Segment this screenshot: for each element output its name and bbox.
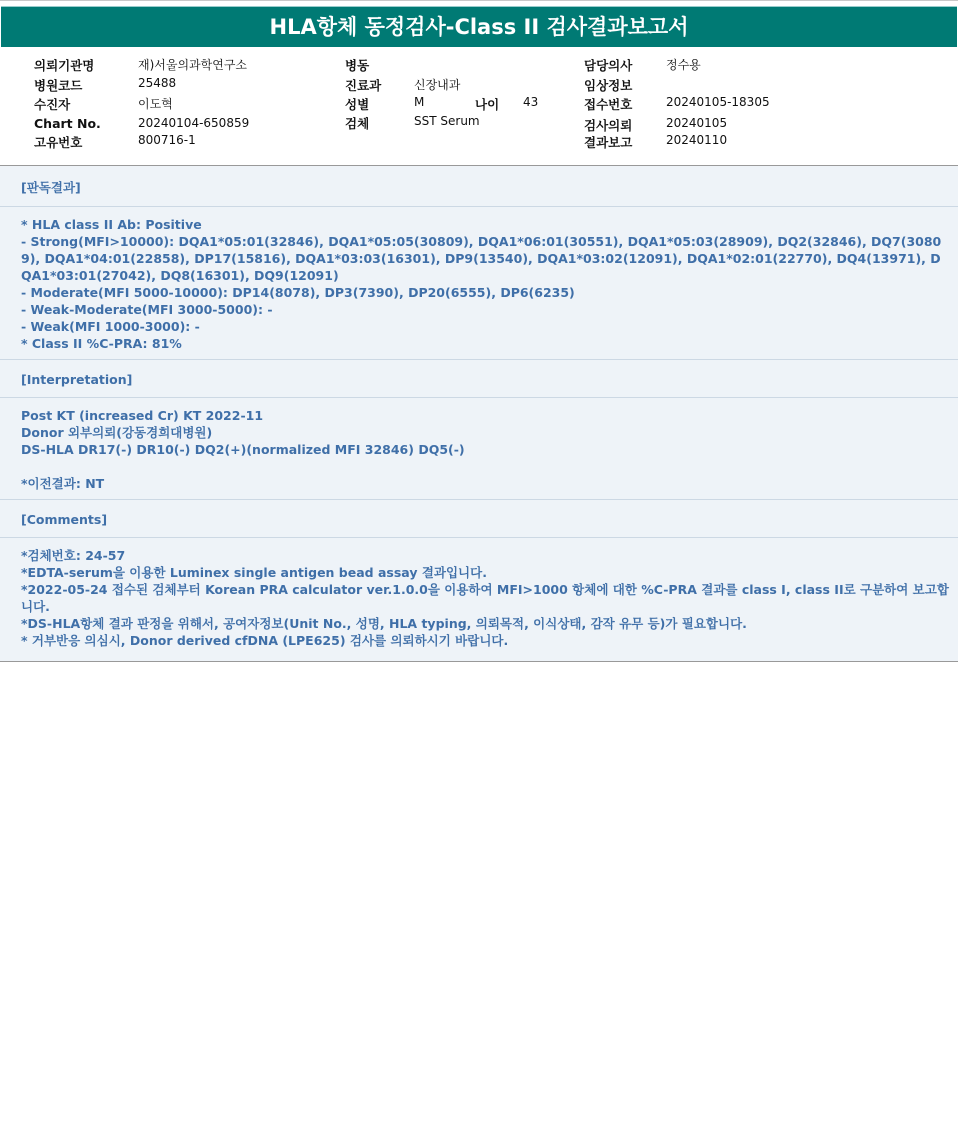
receipt-no-label: 접수번호 bbox=[584, 97, 633, 112]
sex-label: 성별 bbox=[345, 97, 370, 112]
age-label: 나이 bbox=[475, 97, 500, 112]
institution-label: 의뢰기관명 bbox=[34, 58, 95, 73]
result-date-label: 결과보고 bbox=[584, 135, 633, 150]
age-value: 43 bbox=[523, 95, 539, 109]
unique-no-label: 고유번호 bbox=[34, 135, 83, 150]
doctor-label: 담당의사 bbox=[584, 58, 633, 73]
doctor-value: 정수용 bbox=[666, 58, 701, 72]
reading-line: - Weak(MFI 1000-3000): - bbox=[21, 319, 200, 334]
request-date-label: 검사의뢰 bbox=[584, 118, 633, 133]
interpretation-line: Post KT (increased Cr) KT 2022-11 bbox=[21, 408, 264, 423]
reading-line: * Class II %C-PRA: 81% bbox=[21, 336, 182, 351]
patient-info-panel bbox=[0, 47, 958, 166]
reading-line: - Moderate(MFI 5000-10000): DP14(8078), DP3(7390), DP20(6555), DP6(6235) bbox=[21, 285, 575, 300]
sex-value: M bbox=[414, 95, 425, 109]
reading-line: - Strong(MFI>10000): DQA1*05:01(32846), DQA1*05:05(30809), DQA1*06:01(30551), DQA1*05:03(28909), DQ2(32846), DQ7(30809), DQA1*04:01(22858), DP17(15816), DQA1*03:03(16301), DP9(13540), DQA1*03:02(12091), DQA1*02:01(22770), DQ4(13971), DQA1*03:01(27042), DQ8(16301), DQ9(12091) bbox=[21, 234, 942, 283]
interpretation-section-body bbox=[0, 398, 958, 500]
comment-line: * 거부반응 의심시, Donor derived cfDNA (LPE625) 검사를 의뢰하시기 바랍니다. bbox=[21, 633, 509, 648]
department-value: 신장내과 bbox=[414, 78, 461, 92]
patient-value: 이도혁 bbox=[138, 97, 173, 111]
result-date-value: 20240110 bbox=[666, 133, 728, 147]
unique-no-value: 800716-1 bbox=[138, 133, 196, 147]
institution-value: 재)서울의과학연구소 bbox=[138, 58, 248, 72]
chart-no-value: 20240104-650859 bbox=[138, 116, 250, 130]
chart-no-label: Chart No. bbox=[34, 116, 101, 131]
reading-section-title: [판독결과] bbox=[0, 166, 958, 207]
interpretation-line: Donor 외부의뢰(강동경희대병원) bbox=[21, 425, 213, 440]
hospital-code-value: 25488 bbox=[138, 76, 177, 90]
comment-line: *EDTA-serum을 이용한 Luminex single antigen bead assay 결과입니다. bbox=[21, 565, 487, 580]
ward-label: 병동 bbox=[345, 58, 370, 73]
comment-line: *검체번호: 24-57 bbox=[21, 548, 126, 563]
comment-line: *DS-HLA항체 결과 판정을 위해서, 공여자정보(Unit No., 성명, HLA typing, 의뢰목적, 이식상태, 감작 유무 등)가 필요합니다. bbox=[21, 616, 747, 631]
interpretation-line: *이전결과: NT bbox=[21, 476, 105, 491]
report-body bbox=[0, 166, 958, 662]
reading-line: * HLA class II Ab: Positive bbox=[21, 217, 202, 232]
comments-section-body bbox=[0, 538, 958, 661]
specimen-label: 검체 bbox=[345, 116, 370, 131]
reading-section-body bbox=[0, 207, 958, 360]
comments-section-title: [Comments] bbox=[0, 500, 958, 538]
specimen-value: SST Serum bbox=[414, 114, 480, 128]
department-label: 진료과 bbox=[345, 78, 382, 93]
report-title: HLA항체 동정검사-Class II 검사결과보고서 bbox=[1, 6, 957, 47]
interpretation-line bbox=[21, 458, 950, 475]
comment-line: *2022-05-24 접수된 검체부터 Korean PRA calculator ver.1.0.0을 이용하여 MFI>1000 항체에 대한 %C-PRA 결과를 class I, class II로 구분하여 보고합니다. bbox=[21, 582, 949, 614]
clinical-info-label: 임상정보 bbox=[584, 78, 633, 93]
interpretation-line: DS-HLA DR17(-) DR10(-) DQ2(+)(normalized MFI 32846) DQ5(-) bbox=[21, 442, 465, 457]
reading-line: - Weak-Moderate(MFI 3000-5000): - bbox=[21, 302, 273, 317]
patient-label: 수진자 bbox=[34, 97, 71, 112]
request-date-value: 20240105 bbox=[666, 116, 728, 130]
hospital-code-label: 병원코드 bbox=[34, 78, 83, 93]
interpretation-section-title: [Interpretation] bbox=[0, 360, 958, 398]
receipt-no-value: 20240105-18305 bbox=[666, 95, 770, 109]
